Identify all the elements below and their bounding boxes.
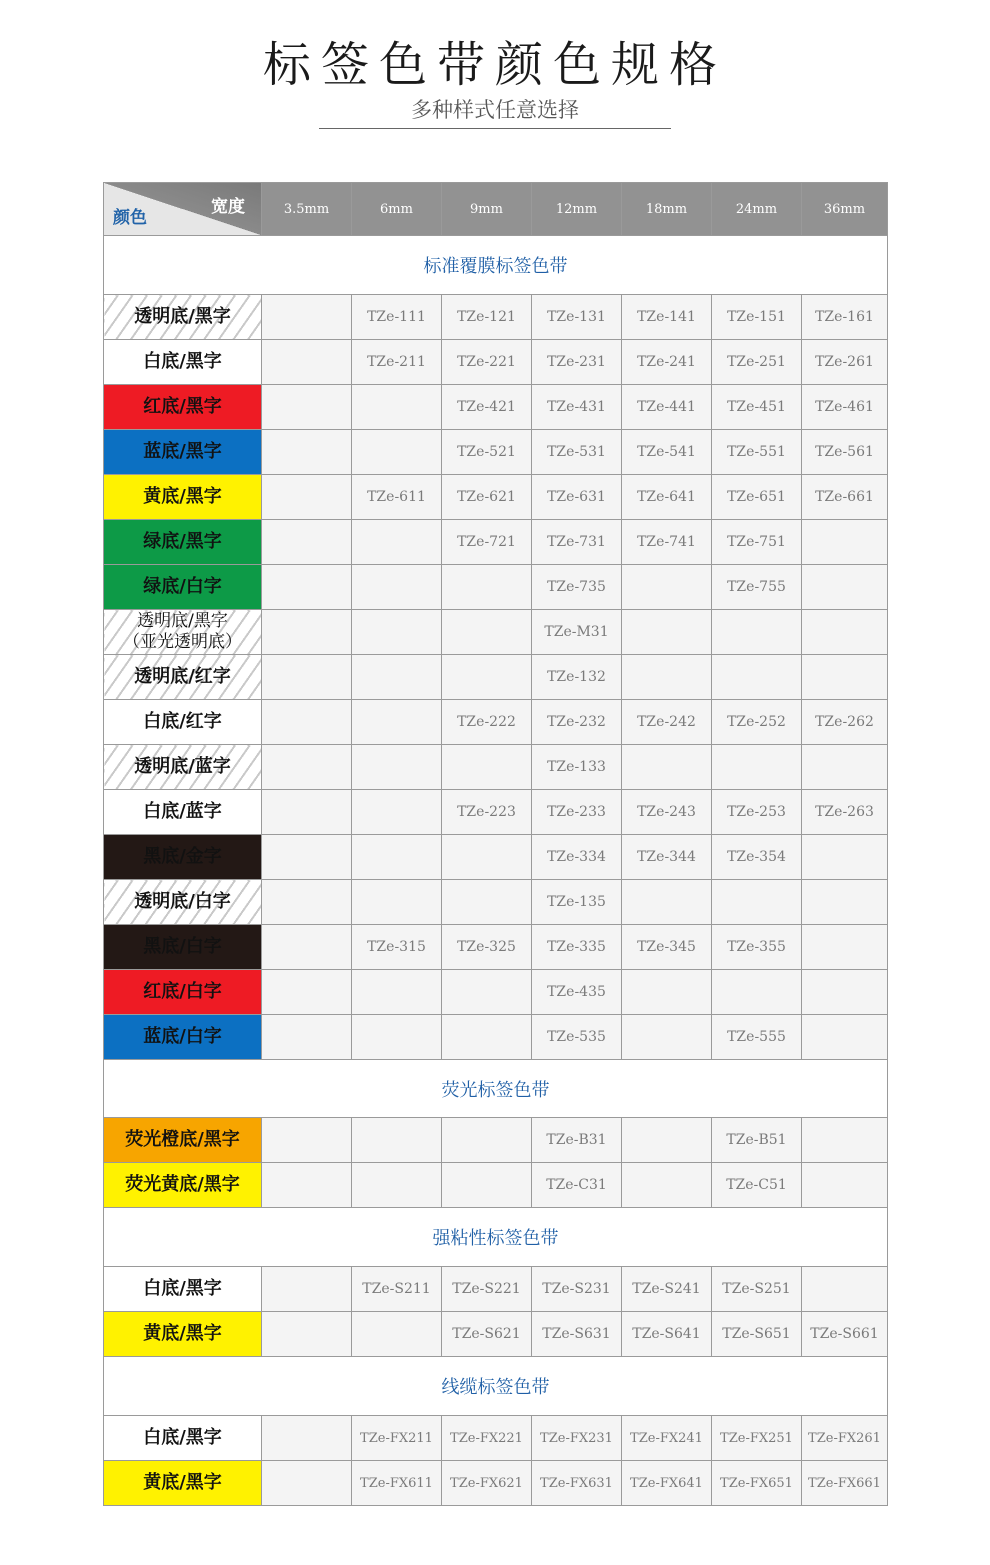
model-code-cell <box>622 745 712 790</box>
section-header-row <box>104 236 888 295</box>
tape-color-name-text: 荧光橙底/黑字 <box>125 1129 240 1150</box>
model-code-cell: TZe-141 <box>622 295 712 340</box>
model-code-cell <box>262 655 352 700</box>
table-row <box>104 610 888 655</box>
model-code-cell: TZe-C51 <box>712 1163 802 1208</box>
model-code-cell <box>352 565 442 610</box>
model-code-cell: TZe-223 <box>442 790 532 835</box>
tape-color-name-text: 透明底/黑字 <box>134 306 231 327</box>
model-code-cell: TZe-161 <box>802 295 888 340</box>
model-code-cell <box>352 1118 442 1163</box>
table-row <box>104 430 888 475</box>
model-code-cell <box>442 1015 532 1060</box>
table-row <box>104 1267 888 1312</box>
tape-color-name <box>104 1312 262 1357</box>
model-code-cell: TZe-751 <box>712 520 802 565</box>
model-code-cell: TZe-111 <box>352 295 442 340</box>
model-code-cell <box>802 1015 888 1060</box>
model-code-cell <box>802 880 888 925</box>
model-code-cell: TZe-641 <box>622 475 712 520</box>
model-code-cell: TZe-FX631 <box>532 1461 622 1506</box>
model-code-cell: TZe-M31 <box>532 610 622 655</box>
tape-color-name <box>104 1416 262 1461</box>
model-code-cell <box>352 1015 442 1060</box>
table-row <box>104 1461 888 1506</box>
table-row <box>104 790 888 835</box>
model-code-cell <box>352 790 442 835</box>
tape-color-name-text: 绿底/黑字 <box>143 531 222 552</box>
model-code-cell <box>622 1015 712 1060</box>
tape-color-name-text: 透明底/黑字 <box>137 611 228 631</box>
model-code-cell <box>802 925 888 970</box>
model-code-cell <box>262 925 352 970</box>
tape-color-name-text: 白底/蓝字 <box>143 801 222 822</box>
model-code-cell <box>262 385 352 430</box>
tape-color-name-text: 黑底/白字 <box>143 936 222 957</box>
table-row <box>104 565 888 610</box>
width-header: 3.5mm <box>262 183 352 236</box>
model-code-cell <box>622 565 712 610</box>
model-code-cell: TZe-335 <box>532 925 622 970</box>
model-code-cell: TZe-263 <box>802 790 888 835</box>
model-code-cell: TZe-421 <box>442 385 532 430</box>
page-subtitle: 多种样式任意选择 <box>411 98 579 122</box>
tape-color-name <box>104 835 262 880</box>
tape-color-name-text: 黑底/金字 <box>143 846 222 867</box>
model-code-cell: TZe-345 <box>622 925 712 970</box>
model-code-cell: TZe-621 <box>442 475 532 520</box>
tape-color-name-text: 白底/黑字 <box>143 351 222 372</box>
model-code-cell: TZe-631 <box>532 475 622 520</box>
width-header: 6mm <box>352 183 442 236</box>
tape-color-name <box>104 880 262 925</box>
subtitle-underline <box>319 128 671 129</box>
table-row <box>104 700 888 745</box>
model-code-cell: TZe-461 <box>802 385 888 430</box>
tape-color-name <box>104 520 262 565</box>
tape-color-name <box>104 1267 262 1312</box>
model-code-cell <box>442 1118 532 1163</box>
tape-color-name-text: 白底/红字 <box>143 711 222 732</box>
model-code-cell: TZe-315 <box>352 925 442 970</box>
table-row <box>104 970 888 1015</box>
tape-color-name-text: 红底/黑字 <box>143 396 222 417</box>
section-header-row <box>104 1357 888 1416</box>
model-code-cell: TZe-261 <box>802 340 888 385</box>
model-code-cell <box>442 835 532 880</box>
model-code-cell: TZe-FX641 <box>622 1461 712 1506</box>
model-code-cell <box>712 970 802 1015</box>
model-code-cell: TZe-441 <box>622 385 712 430</box>
model-code-cell <box>622 1118 712 1163</box>
model-code-cell: TZe-FX241 <box>622 1416 712 1461</box>
model-code-cell: TZe-FX611 <box>352 1461 442 1506</box>
model-code-cell: TZe-133 <box>532 745 622 790</box>
model-code-cell: TZe-FX661 <box>802 1461 888 1506</box>
width-header: 12mm <box>532 183 622 236</box>
model-code-cell <box>712 880 802 925</box>
model-code-cell <box>802 655 888 700</box>
model-code-cell: TZe-661 <box>802 475 888 520</box>
model-code-cell: TZe-B31 <box>532 1118 622 1163</box>
page-title: 标签色带颜色规格 <box>262 37 727 93</box>
model-code-cell <box>262 565 352 610</box>
model-code-cell <box>802 1163 888 1208</box>
section-title: 标准覆膜标签色带 <box>104 236 888 295</box>
model-code-cell <box>262 790 352 835</box>
model-code-cell <box>262 295 352 340</box>
tape-color-name-text: 白底/黑字 <box>143 1278 222 1299</box>
model-code-cell: TZe-651 <box>712 475 802 520</box>
table-row <box>104 1015 888 1060</box>
tape-color-name-text: 黄底/黑字 <box>143 1323 222 1344</box>
model-code-cell <box>262 430 352 475</box>
model-code-cell: TZe-S621 <box>442 1312 532 1357</box>
model-code-cell: TZe-FX231 <box>532 1416 622 1461</box>
model-code-cell <box>442 1163 532 1208</box>
tape-color-name <box>104 565 262 610</box>
model-code-cell <box>352 610 442 655</box>
model-code-cell <box>262 1416 352 1461</box>
model-code-cell <box>712 610 802 655</box>
model-code-cell <box>262 835 352 880</box>
tape-color-name <box>104 475 262 520</box>
model-code-cell <box>802 970 888 1015</box>
tape-color-name <box>104 790 262 835</box>
model-code-cell <box>622 880 712 925</box>
model-code-cell: TZe-FX221 <box>442 1416 532 1461</box>
table-header-row <box>104 183 888 236</box>
model-code-cell <box>442 880 532 925</box>
model-code-cell: TZe-S661 <box>802 1312 888 1357</box>
tape-color-name <box>104 700 262 745</box>
model-code-cell: TZe-355 <box>712 925 802 970</box>
model-code-cell: TZe-S251 <box>712 1267 802 1312</box>
tape-color-name-note: （亚光透明底） <box>123 632 242 652</box>
model-code-cell: TZe-611 <box>352 475 442 520</box>
model-code-cell <box>442 745 532 790</box>
tape-color-name <box>104 610 262 655</box>
model-code-cell <box>352 880 442 925</box>
model-code-cell <box>442 610 532 655</box>
model-code-cell: TZe-325 <box>442 925 532 970</box>
table-row <box>104 520 888 565</box>
model-code-cell <box>262 1118 352 1163</box>
table-row <box>104 1416 888 1461</box>
tape-color-name <box>104 1118 262 1163</box>
model-code-cell <box>622 970 712 1015</box>
model-code-cell: TZe-222 <box>442 700 532 745</box>
model-code-cell <box>352 745 442 790</box>
section-title: 强粘性标签色带 <box>104 1208 888 1267</box>
section-header-row <box>104 1060 888 1118</box>
model-code-cell: TZe-555 <box>712 1015 802 1060</box>
tape-color-name-text: 透明底/蓝字 <box>134 756 231 777</box>
model-code-cell: TZe-344 <box>622 835 712 880</box>
model-code-cell: TZe-S221 <box>442 1267 532 1312</box>
model-code-cell <box>262 1015 352 1060</box>
model-code-cell: TZe-S231 <box>532 1267 622 1312</box>
model-code-cell: TZe-FX261 <box>802 1416 888 1461</box>
model-code-cell: TZe-241 <box>622 340 712 385</box>
model-code-cell <box>352 970 442 1015</box>
table-row <box>104 835 888 880</box>
model-code-cell <box>262 520 352 565</box>
model-code-cell: TZe-FX251 <box>712 1416 802 1461</box>
model-code-cell: TZe-242 <box>622 700 712 745</box>
model-code-cell: TZe-FX621 <box>442 1461 532 1506</box>
tape-color-name-text: 黄底/黑字 <box>143 1472 222 1493</box>
section-title: 线缆标签色带 <box>104 1357 888 1416</box>
model-code-cell <box>352 655 442 700</box>
tape-color-name <box>104 970 262 1015</box>
tape-color-name-text: 蓝底/白字 <box>143 1026 222 1047</box>
model-code-cell <box>802 835 888 880</box>
tape-color-name <box>104 340 262 385</box>
tape-color-name <box>104 295 262 340</box>
model-code-cell: TZe-262 <box>802 700 888 745</box>
table-row <box>104 880 888 925</box>
tape-color-name <box>104 655 262 700</box>
model-code-cell <box>352 1312 442 1357</box>
model-code-cell: TZe-521 <box>442 430 532 475</box>
width-header: 18mm <box>622 183 712 236</box>
model-code-cell <box>352 520 442 565</box>
section-title: 荧光标签色带 <box>104 1060 888 1118</box>
tape-color-name-text: 荧光黄底/黑字 <box>125 1174 240 1195</box>
model-code-cell <box>262 970 352 1015</box>
model-code-cell: TZe-435 <box>532 970 622 1015</box>
model-code-cell: TZe-735 <box>532 565 622 610</box>
model-code-cell: TZe-211 <box>352 340 442 385</box>
model-code-cell <box>352 430 442 475</box>
model-code-cell <box>262 1163 352 1208</box>
model-code-cell: TZe-721 <box>442 520 532 565</box>
tape-color-name <box>104 1015 262 1060</box>
model-code-cell <box>802 1118 888 1163</box>
model-code-cell: TZe-B51 <box>712 1118 802 1163</box>
table-row <box>104 475 888 520</box>
tape-color-name-text: 透明底/白字 <box>134 891 231 912</box>
model-code-cell: TZe-221 <box>442 340 532 385</box>
header-corner-cell <box>104 183 262 236</box>
model-code-cell: TZe-131 <box>532 295 622 340</box>
model-code-cell: TZe-C31 <box>532 1163 622 1208</box>
model-code-cell <box>262 745 352 790</box>
model-code-cell: TZe-541 <box>622 430 712 475</box>
table-row <box>104 1118 888 1163</box>
width-header: 24mm <box>712 183 802 236</box>
model-code-cell: TZe-431 <box>532 385 622 430</box>
model-code-cell <box>262 1461 352 1506</box>
color-axis-label: 颜色 <box>113 208 147 228</box>
model-code-cell: TZe-561 <box>802 430 888 475</box>
model-code-cell: TZe-232 <box>532 700 622 745</box>
model-code-cell <box>262 1267 352 1312</box>
model-code-cell: TZe-121 <box>442 295 532 340</box>
model-code-cell: TZe-551 <box>712 430 802 475</box>
table-row <box>104 295 888 340</box>
tape-color-name <box>104 1163 262 1208</box>
tape-color-name <box>104 385 262 430</box>
model-code-cell: TZe-354 <box>712 835 802 880</box>
tape-color-name-text: 透明底/红字 <box>134 666 231 687</box>
table-row <box>104 1163 888 1208</box>
model-code-cell: TZe-253 <box>712 790 802 835</box>
model-code-cell: TZe-231 <box>532 340 622 385</box>
model-code-cell <box>622 1163 712 1208</box>
model-code-cell <box>352 1163 442 1208</box>
tape-color-name-text: 黄底/黑字 <box>143 486 222 507</box>
width-header: 9mm <box>442 183 532 236</box>
tape-color-name-text: 白底/黑字 <box>143 1427 222 1448</box>
model-code-cell: TZe-243 <box>622 790 712 835</box>
table-row <box>104 340 888 385</box>
tape-color-name-text: 蓝底/黑字 <box>143 441 222 462</box>
table-row <box>104 1312 888 1357</box>
model-code-cell: TZe-251 <box>712 340 802 385</box>
model-code-cell <box>262 475 352 520</box>
model-code-cell: TZe-252 <box>712 700 802 745</box>
width-header: 36mm <box>802 183 888 236</box>
tape-color-name <box>104 430 262 475</box>
model-code-cell: TZe-S211 <box>352 1267 442 1312</box>
table-body <box>104 236 888 1506</box>
model-code-cell <box>802 745 888 790</box>
model-code-cell: TZe-731 <box>532 520 622 565</box>
model-code-cell <box>442 970 532 1015</box>
model-code-cell <box>352 700 442 745</box>
tape-color-name-text: 绿底/白字 <box>143 576 222 597</box>
model-code-cell <box>712 655 802 700</box>
model-code-cell <box>262 700 352 745</box>
model-code-cell <box>622 655 712 700</box>
table-row <box>104 385 888 430</box>
model-code-cell: TZe-151 <box>712 295 802 340</box>
model-code-cell: TZe-233 <box>532 790 622 835</box>
table-row <box>104 925 888 970</box>
model-code-cell: TZe-535 <box>532 1015 622 1060</box>
model-code-cell <box>262 1312 352 1357</box>
model-code-cell <box>802 565 888 610</box>
model-code-cell: TZe-135 <box>532 880 622 925</box>
table-row <box>104 655 888 700</box>
model-code-cell <box>802 610 888 655</box>
model-code-cell: TZe-S641 <box>622 1312 712 1357</box>
model-code-cell <box>442 565 532 610</box>
table-row <box>104 745 888 790</box>
model-code-cell <box>712 745 802 790</box>
tape-color-name <box>104 1461 262 1506</box>
model-code-cell <box>352 385 442 430</box>
model-code-cell: TZe-334 <box>532 835 622 880</box>
tape-color-spec-table <box>103 182 888 1506</box>
model-code-cell: TZe-S631 <box>532 1312 622 1357</box>
model-code-cell <box>802 520 888 565</box>
model-code-cell: TZe-741 <box>622 520 712 565</box>
model-code-cell <box>262 340 352 385</box>
model-code-cell <box>622 610 712 655</box>
tape-color-name-text: 红底/白字 <box>143 981 222 1002</box>
section-header-row <box>104 1208 888 1267</box>
model-code-cell: TZe-755 <box>712 565 802 610</box>
model-code-cell <box>262 880 352 925</box>
tape-color-name <box>104 745 262 790</box>
width-axis-label: 宽度 <box>211 197 245 217</box>
model-code-cell <box>442 655 532 700</box>
model-code-cell: TZe-FX211 <box>352 1416 442 1461</box>
tape-color-name <box>104 925 262 970</box>
model-code-cell <box>352 835 442 880</box>
model-code-cell: TZe-S241 <box>622 1267 712 1312</box>
model-code-cell: TZe-S651 <box>712 1312 802 1357</box>
model-code-cell: TZe-451 <box>712 385 802 430</box>
model-code-cell <box>262 610 352 655</box>
model-code-cell: TZe-FX651 <box>712 1461 802 1506</box>
model-code-cell: TZe-132 <box>532 655 622 700</box>
model-code-cell: TZe-531 <box>532 430 622 475</box>
model-code-cell <box>802 1267 888 1312</box>
